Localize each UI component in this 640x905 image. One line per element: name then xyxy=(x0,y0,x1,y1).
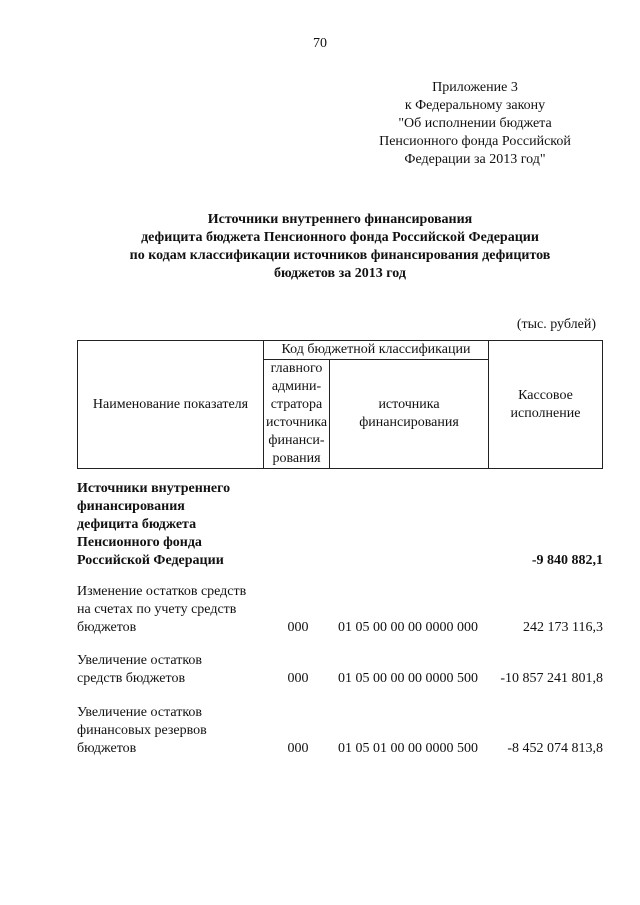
header-execution-line: Кассовое xyxy=(518,387,573,403)
appendix-line: Федерации за 2013 год" xyxy=(404,152,546,167)
header-admin xyxy=(264,360,330,469)
appendix-line: Пенсионного фонда Российской xyxy=(379,134,571,149)
row-name-line: бюджетов xyxy=(77,620,137,635)
header-admin-line: финанси- xyxy=(268,433,325,448)
row-name-line: на счетах по учету средств xyxy=(77,602,237,617)
row-name-line: средств бюджетов xyxy=(77,671,186,686)
header-source-line: источника xyxy=(378,397,440,412)
document-title xyxy=(90,211,590,283)
row-name-line: финансирования xyxy=(77,499,185,514)
appendix-line: "Об исполнении бюджета xyxy=(398,116,552,131)
appendix-note xyxy=(360,79,590,169)
row-admin-code: 000 xyxy=(287,741,309,756)
row-name-line: Источники внутреннего xyxy=(77,481,231,496)
row-name-line: Пенсионного фонда xyxy=(77,535,202,550)
row-amount: -9 840 882,1 xyxy=(531,553,603,568)
row-name-line: Российской Федерации xyxy=(77,553,224,568)
row-name xyxy=(77,480,267,570)
table-header xyxy=(77,340,603,469)
row-source-code: 01 05 00 00 00 0000 000 xyxy=(338,620,478,635)
header-admin-line: источника xyxy=(265,415,328,430)
row-name-line: Увеличение остатков xyxy=(77,653,203,668)
row-admin-code: 000 xyxy=(287,620,309,635)
header-admin-line: стратора xyxy=(270,397,323,412)
units-label: (тыс. рублей) xyxy=(516,317,596,332)
header-name: Наименование показателя xyxy=(78,341,264,469)
title-line: бюджетов за 2013 год xyxy=(274,266,406,281)
row-amount: -8 452 074 813,8 xyxy=(507,741,603,756)
row-source-code: 01 05 01 00 00 0000 500 xyxy=(338,741,478,756)
row-amount: -10 857 241 801,8 xyxy=(500,671,603,686)
row-source-code: 01 05 00 00 00 0000 500 xyxy=(338,671,478,686)
table-row xyxy=(77,652,603,688)
row-amount: 242 173 116,3 xyxy=(523,620,603,635)
appendix-line: к Федеральному закону xyxy=(404,98,546,113)
row-name-line: финансовых резервов xyxy=(77,723,207,738)
header-code-group: Код бюджетной классификации xyxy=(264,341,489,360)
header-admin-line: главного xyxy=(270,361,323,376)
header-admin-line: рования xyxy=(272,451,321,466)
table-row xyxy=(77,583,603,637)
header-execution-line: исполнение xyxy=(510,405,581,421)
appendix-line: Приложение 3 xyxy=(432,80,518,95)
header-execution xyxy=(489,341,603,469)
page-number: 70 xyxy=(313,36,327,51)
row-name xyxy=(77,704,267,758)
table-row xyxy=(77,480,603,570)
row-name-line: бюджетов xyxy=(77,741,137,756)
row-name-line: Изменение остатков средств xyxy=(77,584,247,599)
row-name xyxy=(77,652,267,688)
table-row xyxy=(77,704,603,758)
row-admin-code: 000 xyxy=(287,671,309,686)
row-name-line: дефицита бюджета xyxy=(77,517,197,532)
header-source-line: финансирования xyxy=(359,415,459,430)
row-name xyxy=(77,583,267,637)
title-line: Источники внутреннего финансирования xyxy=(207,212,473,227)
header-admin-line: админи- xyxy=(271,379,322,394)
row-name-line: Увеличение остатков xyxy=(77,705,203,720)
header-source xyxy=(330,360,489,469)
title-line: дефицита бюджета Пенсионного фонда Российской Федерации xyxy=(141,230,539,245)
title-line: по кодам классификации источников финансирования дефицитов xyxy=(129,248,551,263)
